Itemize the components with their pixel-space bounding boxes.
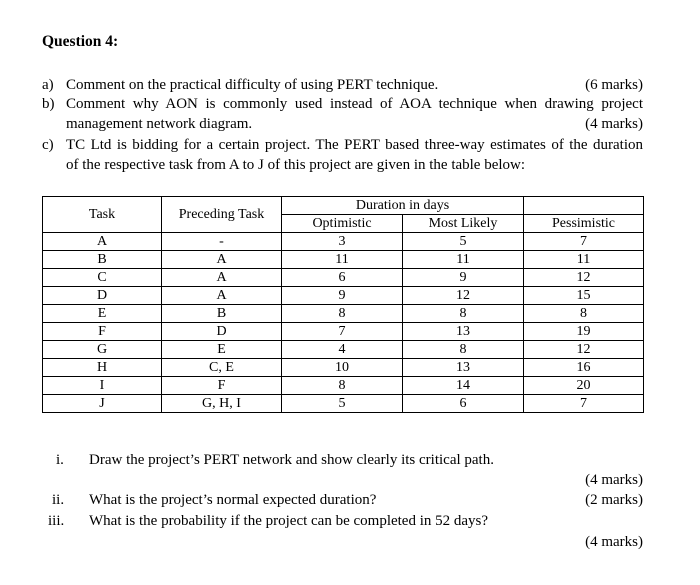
cell-optimistic: 8 [282, 305, 403, 323]
table-row [43, 377, 644, 395]
part-b-marks: (4 marks) [585, 116, 643, 132]
cell-task: H [43, 359, 162, 377]
subquestion-ii-text: What is the project’s normal expected duration? [89, 492, 377, 508]
header-task: Task [43, 197, 162, 233]
table-row [43, 395, 644, 413]
subquestion-iii-label: iii. [48, 513, 65, 529]
cell-pessimistic: 12 [524, 269, 644, 287]
cell-task: I [43, 377, 162, 395]
cell-task: E [43, 305, 162, 323]
cell-preceding: E [162, 341, 282, 359]
part-a-label: a) [42, 77, 54, 93]
cell-optimistic: 11 [282, 251, 403, 269]
table-row [43, 323, 644, 341]
cell-pessimistic: 15 [524, 287, 644, 305]
cell-preceding: A [162, 251, 282, 269]
part-c-label: c) [42, 137, 54, 153]
duration-estimates-table [42, 196, 644, 413]
cell-most-likely: 14 [403, 377, 524, 395]
cell-preceding: A [162, 269, 282, 287]
subquestion-iii-text: What is the probability if the project can be completed in 52 days? [89, 513, 489, 529]
table-row [43, 269, 644, 287]
subquestion-iii-marks: (4 marks) [585, 534, 643, 550]
part-c-text-line2: of the respective task from A to J of this project are given in the table below: [66, 157, 526, 173]
cell-optimistic: 3 [282, 233, 403, 251]
cell-task: B [43, 251, 162, 269]
cell-preceding: - [162, 233, 282, 251]
cell-preceding: F [162, 377, 282, 395]
table-row [43, 251, 644, 269]
question-title: Question 4: [42, 33, 119, 50]
table-body [43, 233, 644, 413]
table-row [43, 341, 644, 359]
subquestion-ii-label: ii. [52, 492, 65, 508]
cell-pessimistic: 7 [524, 233, 644, 251]
header-preceding-task: Preceding Task [162, 197, 282, 233]
subquestion-i-text: Draw the project’s PERT network and show clearly its critical path. [89, 452, 494, 468]
cell-optimistic: 7 [282, 323, 403, 341]
table-row [43, 305, 644, 323]
subquestion-i-label: i. [56, 452, 64, 468]
cell-task: J [43, 395, 162, 413]
cell-most-likely: 13 [403, 359, 524, 377]
cell-optimistic: 4 [282, 341, 403, 359]
cell-most-likely: 13 [403, 323, 524, 341]
header-pessimistic: Pessimistic [524, 215, 644, 233]
cell-task: G [43, 341, 162, 359]
cell-pessimistic: 16 [524, 359, 644, 377]
cell-most-likely: 9 [403, 269, 524, 287]
table-row [43, 359, 644, 377]
cell-task: F [43, 323, 162, 341]
cell-task: C [43, 269, 162, 287]
subquestion-ii-marks: (2 marks) [585, 492, 643, 508]
cell-pessimistic: 12 [524, 341, 644, 359]
cell-most-likely: 8 [403, 341, 524, 359]
cell-optimistic: 5 [282, 395, 403, 413]
cell-optimistic: 8 [282, 377, 403, 395]
cell-pessimistic: 11 [524, 251, 644, 269]
cell-most-likely: 8 [403, 305, 524, 323]
cell-task: D [43, 287, 162, 305]
cell-preceding: A [162, 287, 282, 305]
cell-preceding: D [162, 323, 282, 341]
cell-preceding: G, H, I [162, 395, 282, 413]
cell-pessimistic: 7 [524, 395, 644, 413]
cell-pessimistic: 8 [524, 305, 644, 323]
cell-most-likely: 11 [403, 251, 524, 269]
part-a-text: Comment on the practical difficulty of using PERT technique. [66, 77, 439, 93]
cell-pessimistic: 19 [524, 323, 644, 341]
table-row [43, 287, 644, 305]
cell-preceding: B [162, 305, 282, 323]
part-a-marks: (6 marks) [585, 77, 643, 93]
header-duration: Duration in days [282, 197, 524, 215]
header-most-likely: Most Likely [403, 215, 524, 233]
part-b-text-line1: Comment why AON is commonly used instead of AOA technique when drawing project [66, 96, 643, 112]
cell-most-likely: 6 [403, 395, 524, 413]
cell-optimistic: 9 [282, 287, 403, 305]
cell-most-likely: 5 [403, 233, 524, 251]
table-row [43, 233, 644, 251]
cell-optimistic: 10 [282, 359, 403, 377]
header-duration-blank [524, 197, 644, 215]
part-b-text-line2: management network diagram. [66, 116, 253, 132]
cell-most-likely: 12 [403, 287, 524, 305]
part-b-label: b) [42, 96, 55, 112]
part-c-text-line1: TC Ltd is bidding for a certain project. The PERT based three-way estimates of the duration [66, 137, 643, 153]
header-optimistic: Optimistic [282, 215, 403, 233]
cell-optimistic: 6 [282, 269, 403, 287]
cell-task: A [43, 233, 162, 251]
subquestion-i-marks: (4 marks) [585, 472, 643, 488]
cell-pessimistic: 20 [524, 377, 644, 395]
cell-preceding: C, E [162, 359, 282, 377]
